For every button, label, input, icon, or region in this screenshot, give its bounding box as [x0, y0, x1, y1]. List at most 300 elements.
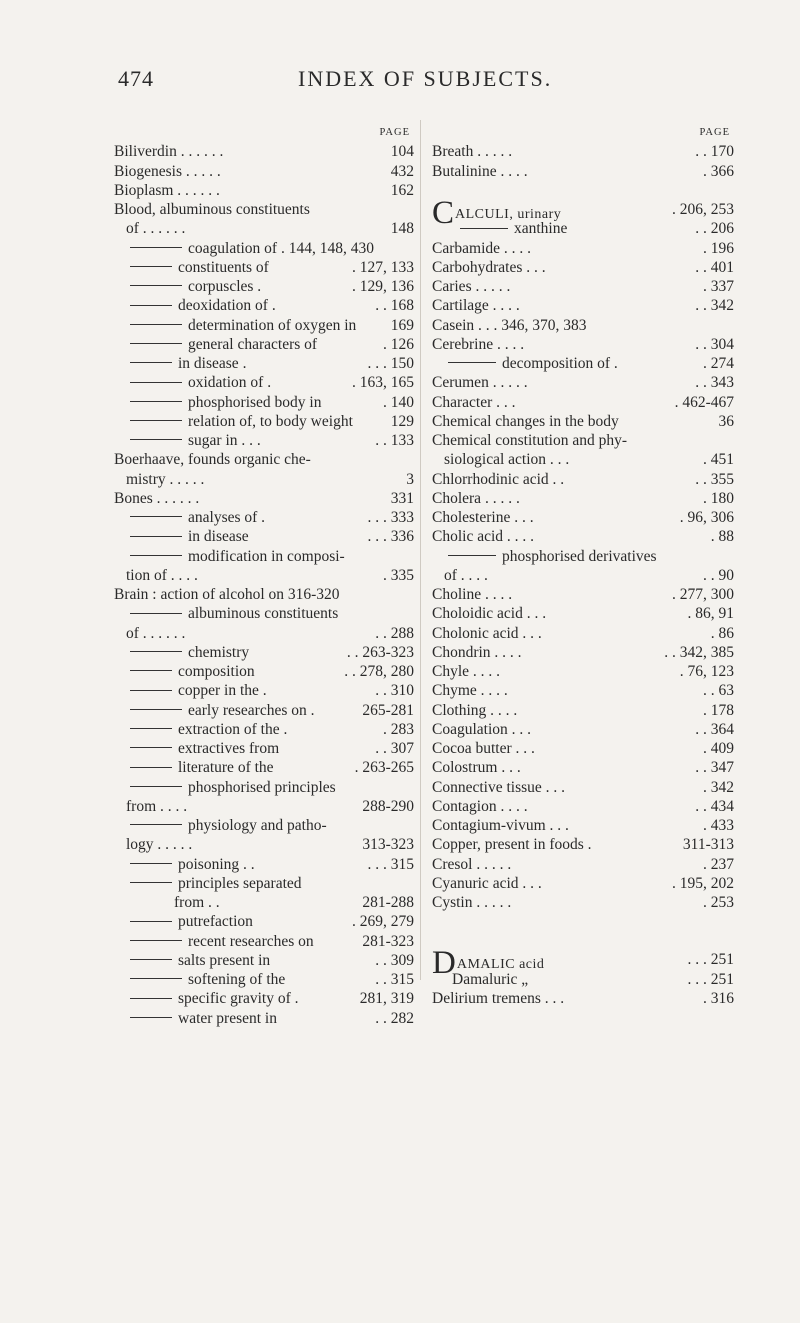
ditto-dash	[130, 247, 182, 248]
index-entry	[432, 566, 734, 585]
ditto-dash	[130, 555, 182, 556]
entry-page-refs: . . 170	[695, 143, 734, 161]
index-entry	[432, 508, 734, 527]
entry-term	[130, 527, 249, 546]
entry-page-refs: . 127, 133	[352, 258, 414, 276]
index-entry	[432, 758, 734, 777]
entry-term	[130, 701, 315, 720]
entry-page-refs: 432	[390, 162, 414, 180]
entry-term-text: Chemical constitution and phy-	[432, 432, 628, 449]
entry-term	[130, 681, 267, 700]
entry-term-text: Cerumen . . . . .	[432, 374, 528, 392]
entry-page-refs: . 433	[703, 817, 734, 834]
index-entry	[114, 470, 414, 489]
entry-term	[130, 816, 327, 835]
entry-term	[432, 893, 511, 912]
index-entry	[114, 431, 414, 450]
index-entry	[432, 219, 734, 238]
entry-page-refs: . 316	[703, 989, 734, 1007]
entry-term-text: copper in the .	[178, 682, 267, 700]
entry-term-text: Breath . . . . .	[432, 143, 513, 161]
entry-term	[432, 855, 511, 874]
entry-page-refs: . 274	[703, 355, 734, 372]
entry-page-refs: . . 364	[695, 720, 734, 738]
entry-term-text: Cystin . . . . .	[432, 894, 512, 911]
entry-term	[432, 624, 542, 643]
entry-term	[432, 681, 508, 700]
entry-term-text: Boerhaave, founds organic che-	[114, 451, 311, 469]
index-entry	[432, 239, 734, 258]
index-entry	[114, 142, 414, 161]
ditto-dash	[130, 401, 182, 402]
entry-term-text: Chondrin . . . .	[432, 643, 522, 661]
entry-term	[130, 758, 274, 777]
index-entry	[114, 566, 414, 585]
entry-page-refs: . . 304	[695, 335, 734, 353]
index-entry	[114, 181, 414, 200]
index-entry	[114, 758, 414, 777]
index-entry	[432, 527, 734, 546]
entry-page-refs: . . . 251	[687, 951, 734, 969]
entry-term	[130, 258, 269, 277]
entry-term	[432, 162, 528, 181]
index-entry	[114, 316, 414, 335]
entry-page-refs: . . 282	[375, 1009, 414, 1027]
entry-term	[114, 489, 199, 508]
entry-page-refs: . 283	[383, 720, 414, 738]
entry-page-refs: . 263-265	[354, 759, 414, 777]
entry-page-refs: . . 310	[375, 682, 414, 700]
entry-term-text: mistry . . . . .	[126, 470, 205, 488]
entry-page-refs: . 140	[383, 393, 414, 411]
entry-page-refs: . . 133	[375, 432, 414, 449]
index-entry	[114, 874, 414, 893]
entry-page-refs: . 88	[710, 528, 734, 546]
entry-term	[460, 219, 567, 238]
entry-page-refs: . . 401	[695, 258, 734, 276]
entry-page-refs: . . 342, 385	[664, 643, 734, 661]
entry-page-refs: . . 307	[375, 740, 414, 757]
ditto-dash	[130, 747, 172, 748]
entry-term-text: extractives from	[178, 740, 280, 757]
entry-term	[452, 970, 528, 989]
index-entry	[432, 835, 734, 854]
entry-term	[432, 816, 569, 835]
index-entry	[432, 893, 734, 912]
index-entry	[432, 989, 734, 1008]
entry-term	[130, 296, 276, 315]
ditto-dash	[130, 998, 172, 999]
ditto-dash	[130, 670, 172, 671]
index-entry	[114, 200, 414, 219]
entry-term	[114, 200, 310, 219]
entry-term	[432, 239, 531, 258]
entry-page-refs: . 366	[703, 162, 734, 180]
entry-term	[114, 450, 311, 469]
entry-term-text: Cocoa butter . . .	[432, 740, 535, 757]
entry-term-text: Choloidic acid . . .	[432, 605, 547, 623]
ditto-dash	[130, 921, 172, 922]
index-entry	[114, 1009, 414, 1028]
entry-term-text: Caries . . . . .	[432, 278, 511, 295]
entry-term	[126, 566, 198, 585]
entry-page-refs: . 178	[703, 701, 734, 719]
index-entry	[114, 604, 414, 623]
entry-page-refs: . . 288	[375, 624, 414, 642]
entry-term-text: determination of oxygen in	[188, 316, 357, 334]
index-entry	[432, 681, 734, 700]
entry-term	[114, 162, 221, 181]
entry-term	[126, 797, 187, 816]
entry-term-text: Cholesterine . . .	[432, 509, 534, 526]
index-entry	[114, 681, 414, 700]
entry-term-text: Colostrum . . .	[432, 759, 521, 777]
entry-term	[432, 989, 564, 1008]
entry-term	[114, 142, 223, 161]
entry-term	[432, 701, 517, 720]
index-entry	[114, 989, 414, 1008]
entry-term-text: Carbohydrates . . .	[432, 258, 546, 276]
ditto-dash	[130, 1017, 172, 1018]
index-entry	[432, 373, 734, 392]
entry-page-refs: 3	[406, 470, 414, 488]
index-entry	[114, 527, 414, 546]
entry-term	[432, 316, 587, 335]
entry-term	[130, 508, 265, 527]
entry-term-text: modification in composi-	[188, 547, 345, 565]
entry-term-text: Cholera . . . . .	[432, 489, 520, 507]
entry-page-refs: . . . 150	[367, 355, 414, 372]
entry-term-text: of . . . . . .	[126, 220, 186, 238]
ditto-dash	[130, 882, 172, 883]
entry-term-text: physiology and patho-	[188, 817, 327, 834]
index-entry	[114, 219, 414, 238]
entry-term	[126, 470, 204, 489]
entry-term	[130, 932, 314, 951]
entry-term-text: corpuscles .	[188, 278, 262, 295]
entry-term	[448, 547, 657, 566]
entry-term-text: literature of the	[178, 759, 274, 777]
entry-page-refs: . . 90	[703, 566, 734, 584]
entry-term-text: Carbamide . . . .	[432, 239, 532, 257]
index-entry	[114, 373, 414, 392]
index-entries	[432, 142, 734, 1008]
entry-term	[114, 585, 340, 604]
index-column-right	[432, 123, 734, 1008]
entry-page-refs: . . 206	[695, 220, 734, 238]
entry-term-text: early researches on .	[188, 701, 315, 719]
index-entry	[114, 720, 414, 739]
entry-term-text: Character . . .	[432, 393, 516, 411]
index-entry	[114, 932, 414, 951]
entry-term-text: xanthine	[514, 220, 568, 238]
index-column-left	[114, 123, 414, 1028]
entry-page-refs: . . 434	[695, 797, 734, 815]
entry-page-refs: . . 355	[695, 470, 734, 488]
entry-term	[432, 778, 565, 797]
ditto-dash	[130, 940, 182, 941]
index-entry	[432, 701, 734, 720]
index-entry	[432, 335, 734, 354]
ditto-dash	[130, 863, 172, 864]
entry-term	[130, 335, 317, 354]
index-entry	[432, 970, 734, 989]
entry-term	[432, 296, 520, 315]
entry-term	[432, 643, 522, 662]
index-entry	[114, 277, 414, 296]
entry-term	[432, 373, 528, 392]
entry-term-text: water present in	[178, 1009, 277, 1027]
entry-page-refs: . . 63	[703, 682, 734, 700]
index-entry	[114, 643, 414, 662]
entry-page-refs: . 451	[703, 451, 734, 469]
entry-page-refs: . . . 251	[687, 970, 734, 988]
entry-page-refs: . 409	[703, 740, 734, 757]
entry-term-text: Cresol . . . . .	[432, 855, 512, 873]
entry-term	[130, 643, 249, 662]
entry-term-text: composition	[178, 663, 255, 680]
entry-term	[130, 373, 271, 392]
entry-page-refs: 311-313	[682, 836, 734, 854]
ditto-dash	[130, 690, 172, 691]
index-entry	[432, 412, 734, 431]
entry-term-text: extraction of the .	[178, 720, 288, 738]
entry-term-text: recent researches on	[188, 932, 314, 950]
entry-term	[444, 566, 488, 585]
entry-term	[130, 970, 285, 989]
page-title: INDEX OF SUBJECTS.	[298, 66, 553, 91]
entry-term	[432, 393, 516, 412]
entry-page-refs: . 462-467	[674, 393, 734, 411]
entry-page-refs: . 129, 136	[352, 278, 414, 295]
entry-term-text: Cyanuric acid . . .	[432, 874, 542, 892]
entry-page-refs: . . . 336	[367, 528, 414, 546]
entry-page-refs: . 96, 306	[679, 509, 734, 526]
entry-term-text: poisoning . .	[178, 855, 255, 873]
entry-term-text: principles separated	[178, 874, 302, 892]
entry-page-refs: . 237	[703, 855, 734, 873]
entry-term	[130, 354, 246, 373]
ditto-dash	[130, 978, 182, 979]
ditto-dash	[130, 343, 182, 344]
index-entry	[432, 489, 734, 508]
entry-term	[126, 835, 192, 854]
entry-term	[432, 412, 619, 431]
index-entry	[114, 662, 414, 681]
page-column-heading: PAGE	[379, 127, 410, 138]
entry-term-text: salts present in	[178, 951, 271, 969]
entry-term-text: Bones . . . . . .	[114, 489, 200, 507]
entry-term-text: of . . . . . .	[126, 624, 186, 642]
page-number: 474	[118, 66, 154, 91]
index-entry	[432, 643, 734, 662]
entry-term-text: ALCULI, urinary	[455, 207, 562, 222]
entry-term	[130, 855, 255, 874]
entry-page-refs: . 269, 279	[352, 913, 414, 931]
entry-term-text: coagulation of . 144, 148, 430	[188, 239, 374, 257]
entry-page-refs: . 163, 165	[352, 374, 414, 392]
entry-term-text: softening of the	[188, 971, 286, 988]
index-entry	[432, 855, 734, 874]
entry-term-text: Copper, present in foods .	[432, 836, 592, 854]
index-entry	[114, 489, 414, 508]
entry-term-text: tion of . . . .	[126, 566, 198, 584]
entry-term	[444, 450, 569, 469]
page-column-heading: PAGE	[699, 127, 730, 138]
entry-term	[432, 662, 500, 681]
index-entry	[432, 662, 734, 681]
index-entry	[432, 585, 734, 604]
entry-term	[130, 778, 336, 797]
entry-term-text: albuminous constituents	[188, 605, 339, 623]
ditto-dash	[460, 228, 508, 229]
column-divider	[420, 120, 421, 980]
entry-term-text: Casein . . . 346, 370, 383	[432, 316, 587, 334]
index-entry	[114, 912, 414, 931]
entry-term-text: Bioplasm . . . . . .	[114, 181, 220, 199]
entry-page-refs: 281, 319	[359, 990, 414, 1008]
entry-term-text: Cholic acid . . . .	[432, 528, 535, 546]
entry-term	[432, 431, 627, 450]
entry-term-text: Delirium tremens . . .	[432, 989, 565, 1007]
index-entry	[432, 142, 734, 161]
entry-term-text: constituents of	[178, 258, 269, 276]
ditto-dash	[130, 382, 182, 383]
index-entry	[114, 412, 414, 431]
ditto-dash	[448, 362, 496, 363]
index-entry	[114, 354, 414, 373]
entry-term	[432, 527, 534, 546]
entry-page-refs: 169	[390, 316, 414, 334]
index-entry	[432, 912, 734, 950]
index-entry	[114, 701, 414, 720]
entry-term-text: Brain : action of alcohol on 316-320	[114, 586, 340, 603]
index-entry	[114, 778, 414, 797]
entry-page-refs: . 195, 202	[672, 874, 734, 892]
entry-term-text: in disease	[188, 528, 249, 546]
entry-term-text: chemistry	[188, 643, 250, 661]
entry-term	[448, 354, 618, 373]
entry-page-refs: . 126	[383, 335, 414, 353]
ditto-dash	[130, 439, 182, 440]
index-entry	[432, 624, 734, 643]
index-entry	[432, 874, 734, 893]
index-entry	[432, 277, 734, 296]
entry-term-text: of . . . .	[444, 566, 488, 584]
ditto-dash	[448, 555, 496, 556]
entry-term-text: Chlorrhodinic acid . .	[432, 470, 565, 488]
index-entry	[114, 296, 414, 315]
index-entry	[432, 354, 734, 373]
entry-term	[174, 893, 220, 912]
entry-page-refs: 281-323	[362, 932, 414, 950]
entry-page-refs: . 76, 123	[679, 663, 734, 680]
entry-page-refs: 281-288	[362, 894, 414, 911]
entry-term-text: Coagulation . . .	[432, 720, 532, 738]
entry-term-text: siological action . . .	[444, 451, 570, 469]
index-entry	[114, 162, 414, 181]
entry-term-text: general characters of	[188, 335, 318, 353]
index-entry	[432, 258, 734, 277]
entry-term	[432, 508, 534, 527]
index-entry	[114, 585, 414, 604]
index-entry	[114, 951, 414, 970]
ditto-dash	[130, 824, 182, 825]
index-entry	[114, 508, 414, 527]
entry-page-refs: 313-323	[362, 836, 414, 854]
ditto-dash	[130, 959, 172, 960]
entry-term	[432, 797, 528, 816]
entry-term-text: Cartilage . . . .	[432, 297, 520, 315]
entry-page-refs: . . . 333	[367, 509, 414, 526]
index-entry	[114, 547, 414, 566]
entry-term	[130, 239, 374, 258]
entry-page-refs: . . . 315	[367, 855, 414, 873]
ditto-dash	[130, 362, 172, 363]
ditto-dash	[130, 516, 182, 517]
entry-term	[432, 835, 592, 854]
entry-page-refs: . 277, 300	[672, 586, 734, 603]
entry-page-refs: . 196	[703, 239, 734, 257]
entry-term	[432, 720, 531, 739]
index-entry	[114, 624, 414, 643]
drop-cap-letter: C	[432, 195, 455, 231]
ditto-dash	[130, 266, 172, 267]
entry-term-text: Contagion . . . .	[432, 797, 528, 815]
entry-term	[432, 277, 510, 296]
entry-term-text: from . . . .	[126, 797, 188, 815]
index-entry	[114, 893, 414, 912]
index-entries	[114, 142, 414, 1028]
entry-page-refs: . . 343	[695, 374, 734, 392]
index-entry	[432, 470, 734, 489]
entry-term	[432, 585, 512, 604]
entry-term-text: phosphorised principles	[188, 778, 336, 796]
index-entry	[432, 296, 734, 315]
entry-page-refs: . . 168	[375, 297, 414, 315]
ditto-dash	[130, 767, 172, 768]
entry-term	[114, 181, 220, 200]
index-entry	[114, 739, 414, 758]
entry-term-text: analyses of .	[188, 509, 266, 526]
entry-term-text: Chemical changes in the body	[432, 412, 619, 430]
index-entry	[432, 431, 734, 450]
entry-page-refs: 104	[390, 143, 414, 161]
index-entry	[432, 393, 734, 412]
entry-term-text: Clothing . . . .	[432, 701, 518, 719]
entry-term	[432, 258, 546, 277]
entry-term	[130, 393, 321, 412]
ditto-dash	[130, 536, 182, 537]
index-entry	[432, 604, 734, 623]
entry-term-text: Damaluric „	[452, 970, 529, 988]
entry-term-text: in disease .	[178, 355, 247, 372]
entry-page-refs: . . 263-323	[346, 643, 414, 661]
entry-term-text: Connective tissue . . .	[432, 778, 566, 796]
entry-term-text: phosphorised body in	[188, 393, 322, 411]
index-entry	[432, 547, 734, 566]
entry-term-text: oxidation of .	[188, 374, 272, 392]
index-entry	[432, 720, 734, 739]
index-entry	[432, 162, 734, 181]
index-entry	[114, 258, 414, 277]
entry-page-refs: 36	[718, 412, 734, 430]
index-entry	[114, 855, 414, 874]
entry-page-refs: . 335	[383, 566, 414, 584]
entry-term-text: Blood, albuminous constituents	[114, 201, 310, 218]
entry-term	[130, 951, 270, 970]
index-entry	[114, 816, 414, 835]
